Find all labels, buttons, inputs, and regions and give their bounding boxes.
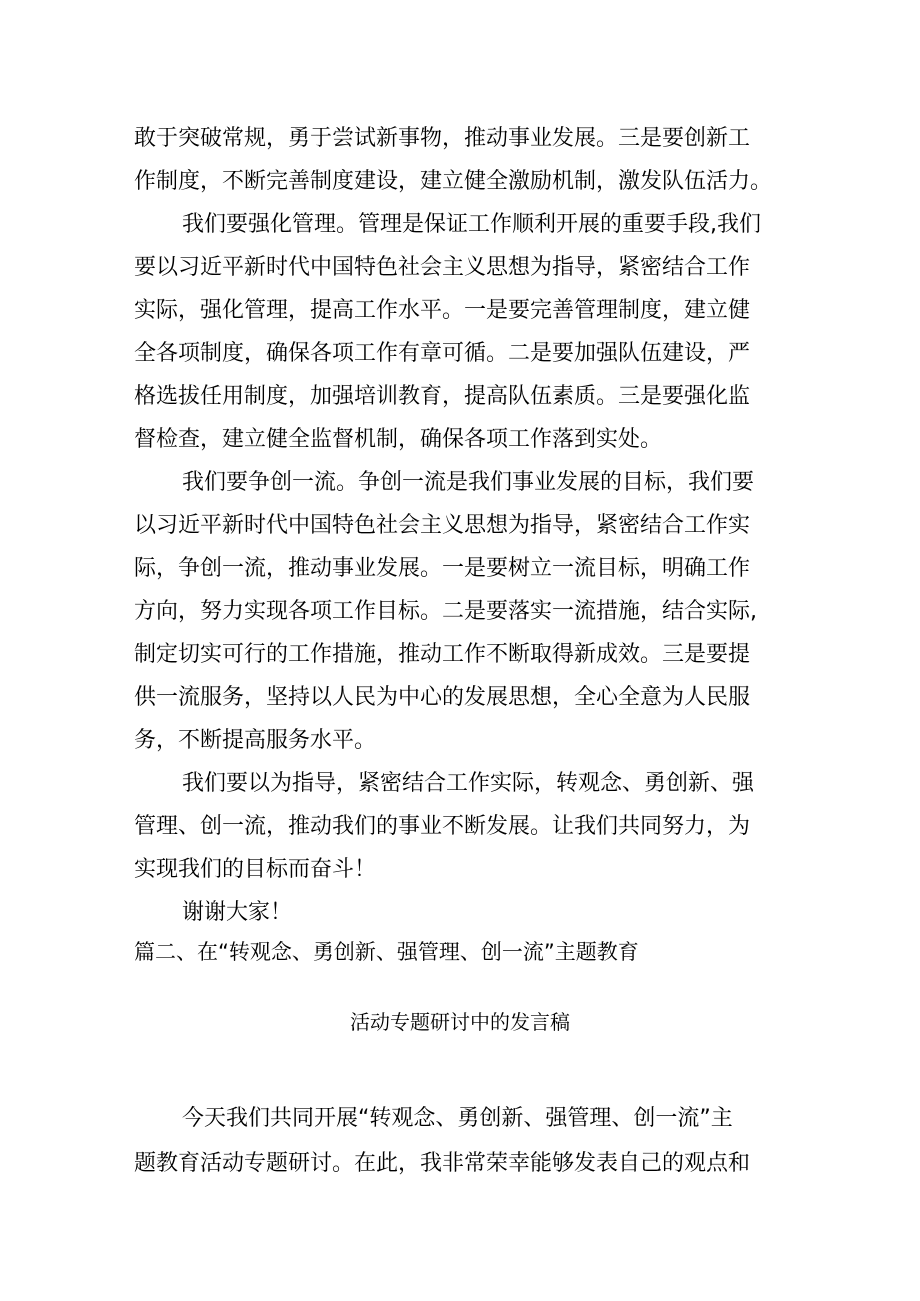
text-line: 务，不断提高服务水平。 bbox=[134, 728, 377, 753]
text-line: 以习近平新时代中国特色社会主义思想为指导，紧密结合工作实 bbox=[134, 513, 751, 538]
paragraph-start-line: 今天我们共同开展“转观念、勇创新、强管理、创一流”主 bbox=[182, 1106, 733, 1131]
text-line: 题教育活动专题研讨。在此，我非常荣幸能够发表自己的观点和 bbox=[134, 1151, 751, 1176]
section-heading: 篇二、在“转观念、勇创新、强管理、创一流”主题教育 bbox=[134, 940, 639, 964]
text-line: 全各项制度，确保各项工作有章可循。二是要加强队伍建设，严 bbox=[134, 341, 751, 366]
closing-line: 谢谢大家！ bbox=[182, 900, 293, 925]
text-line: 敢于突破常规，勇于尝试新事物，推动事业发展。三是要创新工 bbox=[134, 126, 751, 151]
section-subtitle: 活动专题研讨中的发言稿 bbox=[350, 1010, 570, 1034]
paragraph-start-line: 我们要强化管理。管理是保证工作顺利开展的重要手段,我们 bbox=[182, 212, 761, 237]
paragraph-start-line: 我们要争创一流。争创一流是我们事业发展的目标，我们要 bbox=[182, 470, 755, 495]
text-line: 作制度，不断完善制度建设，建立健全激励机制，激发队伍活力。 bbox=[134, 169, 773, 194]
text-line: 供一流服务，坚持以人民为中心的发展思想，全心全意为人民服 bbox=[134, 685, 751, 710]
text-line: 方向，努力实现各项工作目标。二是要落实一流措施，结合实际, bbox=[134, 599, 757, 624]
text-line: 实际，强化管理，提高工作水平。一是要完善管理制度，建立健 bbox=[134, 298, 751, 323]
text-line: 格选拔任用制度，加强培训教育，提高队伍素质。三是要强化监 bbox=[134, 384, 751, 409]
text-line: 督检查，建立健全监督机制，确保各项工作落到实处。 bbox=[134, 427, 663, 452]
text-line: 实现我们的目标而奋斗！ bbox=[134, 857, 377, 882]
text-line: 要以习近平新时代中国特色社会主义思想为指导，紧密结合工作 bbox=[134, 255, 751, 280]
text-line: 管理、创一流，推动我们的事业不断发展。让我们共同努力，为 bbox=[134, 814, 751, 839]
text-line: 制定切实可行的工作措施，推动工作不断取得新成效。三是要提 bbox=[134, 642, 751, 667]
text-line: 际，争创一流，推动事业发展。一是要树立一流目标，明确工作 bbox=[134, 556, 751, 581]
paragraph-start-line: 我们要以为指导，紧密结合工作实际，转观念、勇创新、强 bbox=[182, 771, 755, 796]
